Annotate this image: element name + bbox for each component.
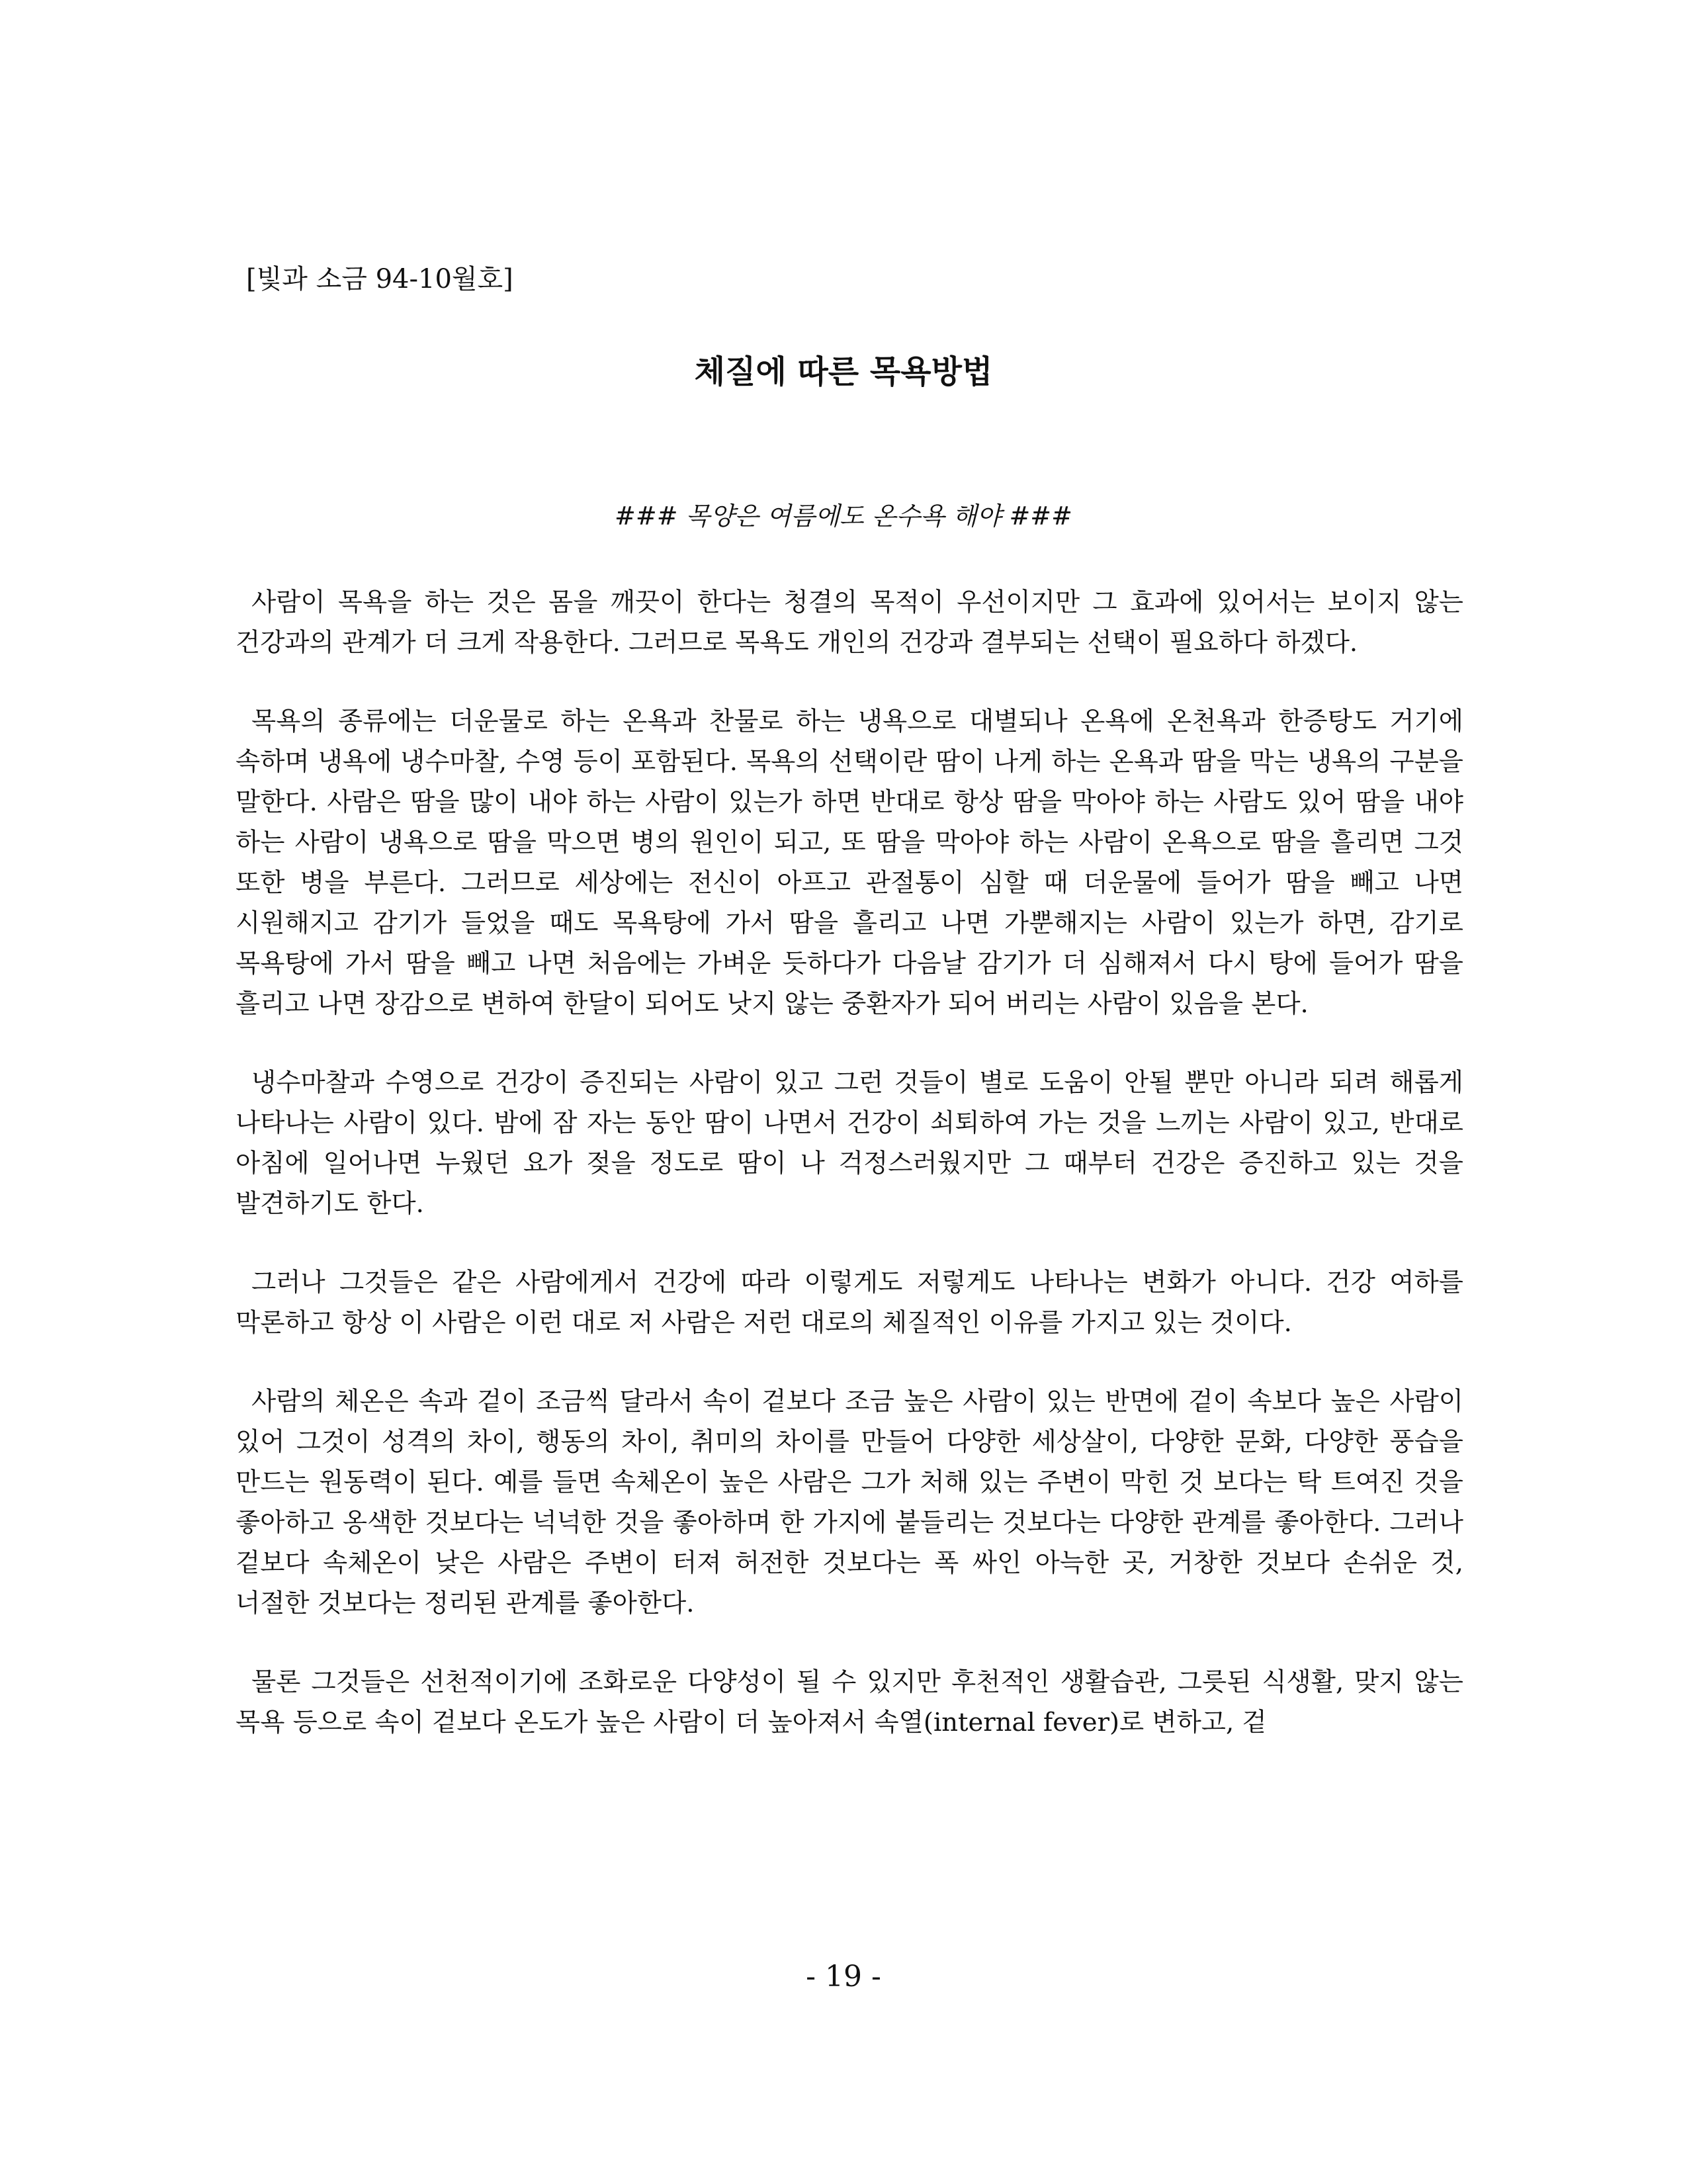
paragraph: 물론 그것들은 선천적이기에 조화로운 다양성이 될 수 있지만 후천적인 생활습관, 그릇된 식생활, 맞지 않는 목욕 등으로 속이 겉보다 온도가 높은 사람이 더 높아져서 속열(internal fever)로 변하고, 겉 bbox=[236, 1667, 1463, 1737]
article-subtitle: ### 목양은 여름에도 온수욕 해야 ### bbox=[615, 502, 1072, 531]
article-title: 체질에 따른 목욕방법 bbox=[694, 353, 993, 390]
paragraph: 사람이 목욕을 하는 것은 몸을 깨끗이 한다는 청결의 목적이 우선이지만 그 효과에 있어서는 보이지 않는 건강과의 관계가 더 크게 작용한다. 그러므로 목욕도 개인의 건강과 결부되는 선택이 필요하다 하겠다. bbox=[236, 588, 1463, 658]
page-number: - 19 - bbox=[806, 1960, 881, 1993]
source-citation: [빛과 소금 94-10월호] bbox=[246, 264, 513, 294]
article-body bbox=[236, 582, 1463, 1781]
paragraph: 냉수마찰과 수영으로 건강이 증진되는 사람이 있고 그런 것들이 별로 도움이 안될 뿐만 아니라 되려 해롭게 나타나는 사람이 있다. 밤에 잠 자는 동안 땀이 나면서 건강이 쇠퇴하여 가는 것을 느끼는 사람이 있고, 반대로 아침에 일어나면 누웠던 요가 젖을 정도로 땀이 나 걱정스러웠지만 그 때부터 건강은 증진하고 있는 것을 발견하기도 한다. bbox=[236, 1068, 1463, 1219]
paragraph: 사람의 체온은 속과 겉이 조금씩 달라서 속이 겉보다 조금 높은 사람이 있는 반면에 겉이 속보다 높은 사람이 있어 그것이 성격의 차이, 행동의 차이, 취미의 차이를 만들어 다양한 세상살이, 다양한 문화, 다양한 풍습을 만드는 원동력이 된다. 예를 들면 속체온이 높은 사람은 그가 처해 있는 주변이 막힌 것 보다는 탁 트여진 것을 좋아하고 옹색한 것보다는 넉넉한 것을 좋아하며 한 가지에 붙들리는 것보다는 다양한 관계를 좋아한다. 그러나 겉보다 속체온이 낮은 사람은 주변이 터져 허전한 것보다는 폭 싸인 아늑한 곳, 거창한 것보다 손쉬운 것, 너절한 것보다는 정리된 관계를 좋아한다. bbox=[236, 1387, 1463, 1618]
paragraph: 목욕의 종류에는 더운물로 하는 온욕과 찬물로 하는 냉욕으로 대별되나 온욕에 온천욕과 한증탕도 거기에 속하며 냉욕에 냉수마찰, 수영 등이 포함된다. 목욕의 선택이란 땀이 나게 하는 온욕과 땀을 막는 냉욕의 구분을 말한다. 사람은 땀을 많이 내야 하는 사람이 있는가 하면 반대로 항상 땀을 막아야 하는 사람도 있어 땀을 내야 하는 사람이 냉욕으로 땀을 막으면 병의 원인이 되고, 또 땀을 막아야 하는 사람이 온욕으로 땀을 흘리면 그것 또한 병을 부른다. 그러므로 세상에는 전신이 아프고 관절통이 심할 때 더운물에 들어가 땀을 빼고 나면 시원해지고 감기가 들었을 때도 목욕탕에 가서 땀을 흘리고 나면 가뿐해지는 사람이 있는가 하면, 감기로 목욕탕에 가서 땀을 빼고 나면 처음에는 가벼운 듯하다가 다음날 감기가 더 심해져서 다시 탕에 들어가 땀을 흘리고 나면 장감으로 변하여 한달이 되어도 낫지 않는 중환자가 되어 버리는 사람이 있음을 본다. bbox=[236, 707, 1463, 1019]
paragraph: 그러나 그것들은 같은 사람에게서 건강에 따라 이렇게도 저렇게도 나타나는 변화가 아니다. 건강 여하를 막론하고 항상 이 사람은 이런 대로 저 사람은 저런 대로의 체질적인 이유를 가지고 있는 것이다. bbox=[236, 1268, 1463, 1338]
